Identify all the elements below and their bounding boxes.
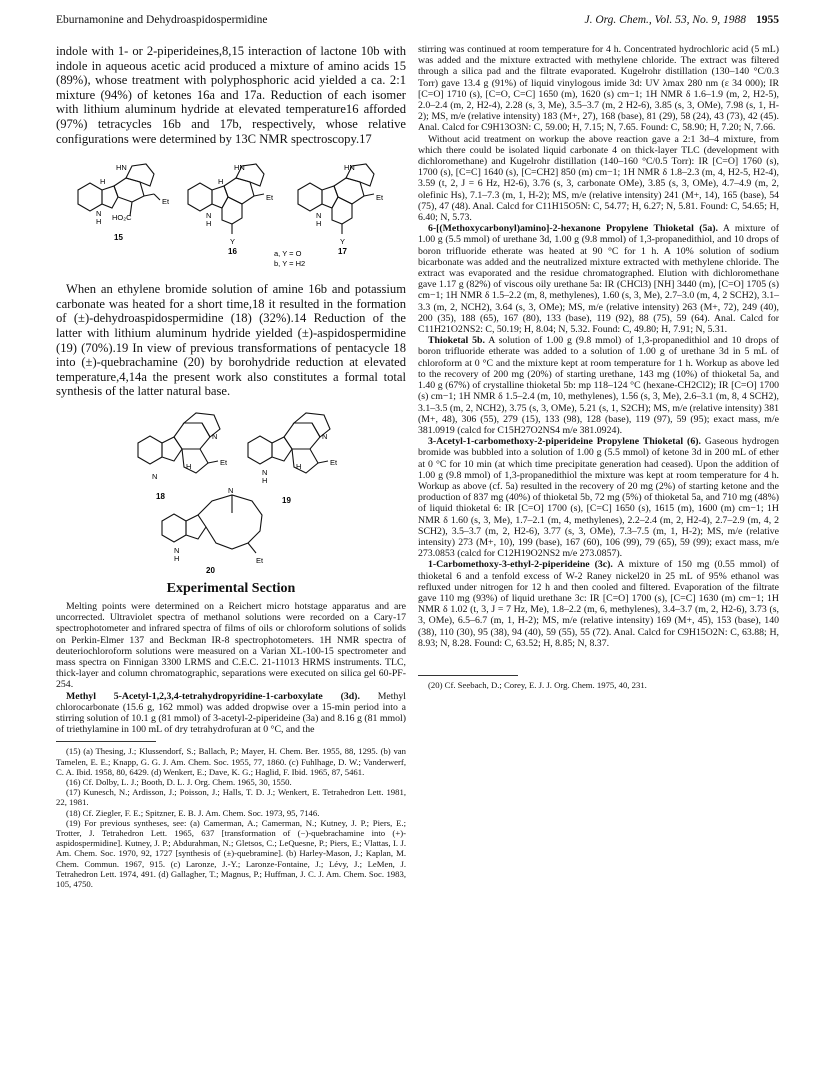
compound-6-title: 3-Acetyl-1-carbomethoxy-2-piperideine Propylene Thioketal (6). (428, 436, 701, 448)
atom-label-n20: N (228, 485, 234, 495)
compound-number-17: 17 (338, 247, 347, 257)
atom-label-y-16: Y (230, 237, 236, 247)
atom-label-h-17: H (316, 219, 322, 229)
compound-3d-title: Methyl 5-Acetyl-1,2,3,4-tetrahydropyridine-1-carboxylate (3d). (66, 690, 360, 702)
atom-label-et: Et (162, 197, 170, 207)
paragraph-synthesis: When an ethylene bromide solution of amine 16b and potassium carbonate was heated for a short time,18 it resulted in the formation of (±)-dehydroaspidospermidine (18) (32%).14 Reduction of the latter with lithium aluminum hydride yielded (±)-aspidospermidine (19) (70%).19 In view of previous transformations of pentacycle 18 into (±)-quebrachamine (20) by borohydride reduction at elevated temperature,4,14a the present work also constitutes a formal total synthesis of the latter natural base. (56, 282, 406, 399)
experimental-5a (418, 223, 779, 335)
running-title: Eburnamonine and Dehydroaspidospermidine (56, 14, 268, 26)
compound-number-15: 15 (114, 233, 123, 243)
structures-18-19-20-diagram (56, 403, 406, 575)
substituent-a: a, Y = O (274, 249, 302, 259)
figure-structures-18-20 (56, 403, 406, 575)
compound-5b-text: A solution of 1.00 g (9.8 mmol) of 1,3-propanedithiol and 10 drops of boron trifluoride etherate was added to a solution of 1.00 g of urethane 3d in 5 mL of chloroform at 0 °C and the mixture kept at room temperature for 1 h. Workup as above led to the recovery of 200 mg (20%) of starting urethane, 143 mg (10%) of thioketal 5a, and 1.40 g (67%) of crystalline thioketal 5b: mp 118–124 °C (hexane-CH2Cl2); IR [C=O] 1700 (s) cm−1; 1H NMR δ 1.5–2.4 (m, 10, methylenes), 1.56 (s, 3, Me), 2.6–3.1 (m, 8, 4 SCH2), 3.1–3.5 (m, 2, NCH2), 3.75 (s, 3, OMe), 5.21 (s, 1, S2CH); MS, m/e (relative intensity) 381 (M+, 48), 306 (55), 279 (15), 133 (98), 128 (base), 119 (97), 59 (95); exact mass, m/e 381.0919 (calcd for C15H27O2NS4 m/e 381.0924). (418, 335, 780, 436)
paragraph-3d-workup: stirring was continued at room temperature for 4 h. Concentrated hydrochloric acid (5 mL) was added and the mixture extracted with methylene chloride. The extract was filtered through a silica pad and the filtrate evaporated. Kugelrohr distillation (130–140 °C/0.3 Torr) gave 13.4 g (91%) of liquid vinylogous imide 3d: UV λmax 280 nm (ε 34 000); IR [C=O] 1710 (s), [C=O, C=C] 1650 (m), 1620 (s) cm−1; 1H NMR δ 1.6–1.9 (m, 2, H2-5), 2.0–2.4 (m, 2, H2-4), 2.28 (s, 3, Me), 3.5–3.7 (m, 2 H2-6), 3.85 (s, 3, OMe), 7.98 (s, 1, H-2); MS, m/e (relative intensity) 183 (M+, 27), 168 (base), 81 (29), 58 (24), 43 (73), 42 (45). Anal. Calcd for C9H13O3N: C, 59.00; H, 7.15; N, 7.65. Found: C, 58.90; H, 7.20; N, 7.66. (418, 44, 779, 134)
atom-label-h19b: H (296, 461, 302, 471)
structures-15-16-17-diagram (56, 150, 406, 278)
experimental-heading: Experimental Section (166, 580, 296, 596)
footnote-20: (20) Cf. Seebach, D.; Corey, E. J. J. Org. Chem. 1975, 40, 231. (428, 679, 647, 690)
compound-number-18: 18 (156, 491, 165, 501)
experimental-5b (418, 335, 779, 436)
footnote-15: (15) (a) Thesing, J.; Klussendorf, S.; Ballach, P.; Mayer, H. Chem. Ber. 1955, 88, 1295. (b) van Tamelen, E. E.; Knapp, G. G. J. Am. Chem. Soc. 1955, 77, 1860. (c) Fuhlhage, D. W.; Vanderwerf, C. A. Ibid. 1958, 80, 6429. (d) Wenkert, E.; Dave, K. G.; Haglid, F. Ibid. 1965, 87, 5461. (56, 746, 406, 777)
atom-label-h: H (100, 177, 106, 187)
atom-label-hn-16: HN (234, 163, 245, 173)
compound-5b-title: Thioketal 5b. (428, 335, 485, 347)
right-column (418, 44, 779, 690)
atom-label-y-17: Y (340, 237, 346, 247)
atom-label-n-17: N (316, 211, 322, 221)
journal-name: J. Org. Chem., Vol. 53, No. 9, 1988 (584, 14, 746, 26)
atom-label-h2: H (96, 217, 102, 227)
left-column (56, 44, 406, 889)
journal-citation (584, 14, 779, 26)
substituent-b: b, Y = H2 (274, 259, 306, 269)
compound-6-text: Gaseous hydrogen bromide was bubbled into a solution of 1.00 g (5.5 mmol) of ketone 3d in 200 mL of ether at 0 °C for 10 min (at which time precipitate generation had ceased). Upon the addition of 1.00 g (9.8 mmol) of 1,3-propanedithiol the mixture was kept at room temperature for 4 h. Workup as above (cf. 5a) resulted in the recovery of 20 mg (2%) of starting ketone and the production of 837 mg (40%) of thioketal 5b, 72 mg (5%) of thioketal 5a, and 710 mg (48%) of liquid thioketal 6: IR [C=O] 1700 (s), [C=C] 1650 (s), 1615 (m), 1600 (m) cm−1; 1H NMR δ 1.60 (s, 3, Me), 1.7–2.1 (m, 4, methylenes), 2.2–2.4 (m, 2, H2-4), 2.7–2.9 (m, 4, 2 SCH2), 3.5–3.7 (m, 2, H2-6), 3.77 (s, 3, OMe), 7.3–7.5 (m, 1, H-2); MS, m/e (relative intensity) 273 (M+, 10), 199 (base), 167 (60), 106 (99), 79 (65), 59 (99); exact mass, m/e 273.0853 (calcd for C12H19O2NS2 m/e 273.0857). (418, 436, 780, 560)
atom-label-et-16: Et (266, 193, 274, 203)
atom-label-hn: HN (116, 163, 127, 173)
atom-label-et19: Et (330, 457, 338, 467)
atom-label-h18: H (186, 461, 192, 471)
compound-number-20: 20 (206, 565, 215, 575)
footnote-19: (19) For previous syntheses, see: (a) Camerman, A.; Camerman, N.; Kutney, J. P.; Piers, E.; Trotter, J. Tetrahedron Lett. 1965, 637 [transformation of (−)-quebrachamine into (+)-aspidospermidine]. Kutney, J. P.; Abdurahman, N.; Gletsos, C.; LeQuesne, P.; Piers, E.; Vlattas, I. J. Am. Chem. Soc. 1970, 92, 1727 [synthesis of (±)-quebramine]. (b) Harley-Mason, J.; Kaplan, M. Chem. Commun. 1967, 915. (c) Laronze, J.-Y.; Laronze-Fontaine, J.; Lévy, J.; LeMen, J. Tetrahedron Lett. 1974, 491. (d) Gallagher, T.; Magnus, P.; Huffman, J. C. J. Am. Chem. Soc. 1983, 105, 4750. (56, 817, 406, 889)
compound-5a-title: 6-[(Methoxycarbonyl)amino]-2-hexanone Propylene Thioketal (5a). (428, 223, 719, 235)
atom-label-n18b: N (152, 471, 158, 481)
compound-5a-text: A mixture of 1.00 g (5.5 mmol) of urethane 3d, 1.00 g (9.8 mmol) of 1,3-propanedithiol, and 10 drops of boron trifluoride etherate was heated at 90 °C for 1 h. A 10% solution of sodium bicarbonate was added and the neutralized mixture extracted with methylene chloride. The extract was evaporated and the residue chromatographed. Elution with dichloromethane gave 1.17 g (82%) of viscous oily urethane 5a: IR (CHCl3) [NH] 3440 (m), [C=O] 1705 (s) cm−1; 1H NMR δ 1.5–2.2 (m, 8, methylenes), 1.60 (s, 3, Me), 2.7–3.0 (m, 4, 2 SCH2), 3.1–3.3 (m, 2, NCH2), 3.64 (s, 3, OMe); MS, m/e (relative intensity) 263 (M+, 72), 249 (40), 200 (35), 188 (65), 167 (80), 133 (base), 119 (92), 88 (75), 59 (64). Anal. Calcd for C11H21O2NS2: C, 50.19; H, 8.04; N, 5.32. Found: C, 49.80; H, 7.91; N, 5.31. (418, 223, 779, 336)
compound-3c-title: 1-Carbomethoxy-3-ethyl-2-piperideine (3c). (428, 559, 613, 571)
footnote-rule (56, 741, 156, 742)
compound-number-16: 16 (228, 247, 237, 257)
atom-label-et20: Et (256, 555, 264, 565)
figure-structures-15-17 (56, 150, 406, 278)
compound-3d-text: Methyl chlorocarbonate (15.6 g, 162 mmol) was added dropwise over a 15-min period into a stirring solution of 10.1 g (81 mmol) of 3-acetyl-2-piperideine (3a) and 8.16 g (81 mmol) of triethylamine in 100 mL of dry tetrahydrofuran at 0 °C, and the (56, 690, 406, 736)
atom-label-n19: N (322, 431, 328, 441)
experimental-general: Melting points were determined on a Reichert micro hotstage apparatus and are uncorrected. Ultraviolet spectra of methanol solutions were recorded on a Cary-17 spectrophotometer and infrared spectra of films of oils or chloroform solutions of solids on Perkin-Elmer 137 and Beckman IR-8 spectrophotometers. 1H NMR spectra of deuteriochloroform solutions were measured on a Varian XL-100-15 spectrometer and mass spectra on Finnigan 3300 LRMS and C.E.C. 21-11013 HRMS instruments. TLC, thick-layer and column chromatographic, separations were executed on silica gel 60-PF-254. (56, 600, 406, 691)
atom-label-h20: H (174, 553, 180, 563)
atom-label-ho2c: HO₂C (112, 213, 132, 223)
atom-label-hn-17: HN (344, 163, 355, 173)
atom-label-n-16: N (206, 211, 212, 221)
footnote-16: (16) Cf. Dolby, L. J.; Booth, D. L. J. Org. Chem. 1965, 30, 1550. (66, 776, 292, 787)
intro-paragraph: indole with 1- or 2-piperideines,8,15 interaction of lactone 10b with indole in aqueous acetic acid produced a mixture of amino acids 15 (89%), whose treatment with polyphosphoric acid yielded a ca. 2:1 mixture (94%) of ketones 16a and 17a. Reduction of each isomer with lithium aluminum hydride at elevated temperature16 afforded (97%) tetracycles 16b and 17b, respectively, whose relative configurations were determined by 13C NMR spectroscopy.17 (56, 44, 406, 146)
footnote-rule-right (418, 675, 518, 676)
atom-label-h-16b: H (206, 219, 212, 229)
experimental-3d (56, 691, 406, 736)
compound-number-19: 19 (282, 495, 291, 505)
experimental-6 (418, 436, 779, 559)
footnote-17: (17) Kunesch, N.; Ardisson, J.; Poisson, J.; Halls, T. D. J.; Wenkert, E. Tetrahedron Lett. 1981, 22, 1981. (56, 787, 406, 808)
atom-label-n20b: N (174, 545, 180, 555)
page-number: 1955 (756, 14, 779, 26)
page-header (56, 14, 779, 30)
atom-label-et18: Et (220, 457, 228, 467)
footnote-18: (18) Cf. Ziegler, F. E.; Spitzner, E. B. J. Am. Chem. Soc. 1973, 95, 7146. (66, 807, 320, 818)
atom-label-et-17: Et (376, 193, 384, 203)
experimental-3c (418, 559, 779, 649)
atom-label-h19: H (262, 475, 268, 485)
atom-label-n18: N (212, 431, 218, 441)
compound-3c-text: A mixture of 150 mg (0.55 mmol) of thioketal 6 and a tenfold excess of W-2 Raney nickel20 in 25 mL of 95% ethanol was refluxed under nitrogen for 12 h and then cooled and filtered. Evaporation of the filtrate gave 110 mg (93%) of liquid urethane 3c: IR [C=O] 1700 (s), [C=C] 1630 (m) cm−1; 1H NMR δ 1.02 (t, 3, J = 7 Hz, Me), 1.8–2.2 (m, 6, methylenes), 3.4–3.7 (m, 2, H2-6), 3.73 (s, 3, OMe), 6.5–6.7 (m, 1, H-2); MS, m/e (relative intensity) 169 (M+, 45), 153 (base), 140 (38), 110 (30), 95 (38), 94 (40), 59 (55), 55 (72). Anal. Calcd for C9H15O2N: C, 63.88; H, 8.93; N, 8.28. Found: C, 63.52; H, 8.85; N, 8.37. (418, 559, 779, 649)
atom-label-n19b: N (262, 467, 268, 477)
paragraph-carbonate-4: Without acid treatment on workup the above reaction gave a 2:1 3d–4 mixture, from which there could be isolated liquid carbonate 4 on thick-layer TLC (development with dichloromethane) and Kugelrohr distillation (140–160 °C/0.5 Torr): IR [C=O] 1760 (s), 1700 (s), [C=C] 1640 (s), [C=CH2] 850 (m) cm−1; 1H NMR δ 1.8–2.3 (m, 4, H2-5, H2-4), 3.59 (t, 2, J = 6 Hz, H2-6), 3.76 (s, 3, carbonate OMe), 3.85 (s, 3, OMe), 4.7–4.9 (m, 2, olefinic Hs), 7.1–7.3 (m, 1, H-2); MS, m/e (relative intensity) 241 (M+, 14), 165 (base), 54 (75), 47 (48). Anal. Calcd for C11H15O5N: C, 54.77; H, 6.27; N, 5.81. Found: C, 54.65; H, 6.40; N, 5.73. (418, 133, 779, 224)
atom-label-nh: N (96, 209, 102, 219)
atom-label-h-16: H (218, 177, 224, 187)
